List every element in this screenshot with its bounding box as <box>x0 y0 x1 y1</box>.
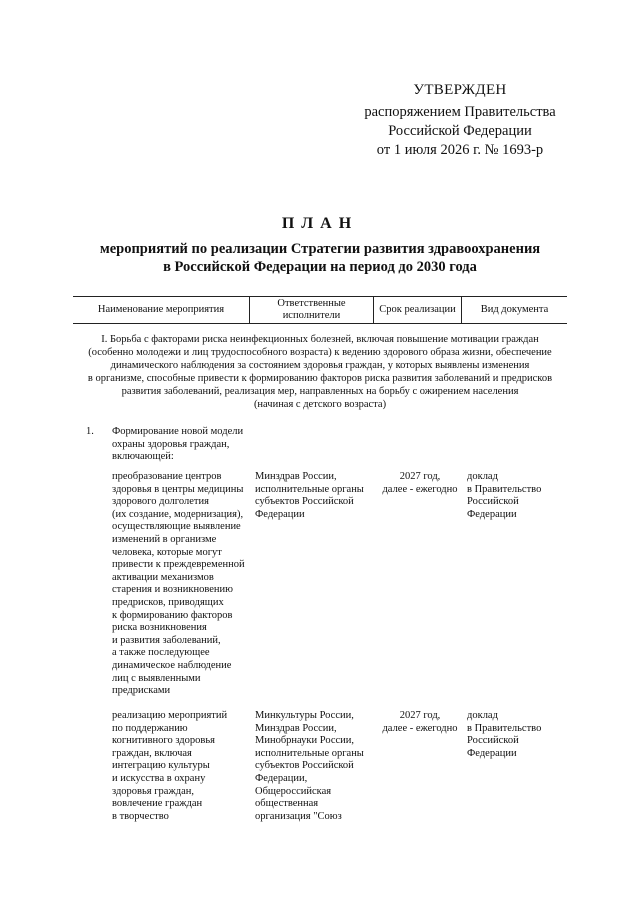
approval-line: от 1 июля 2026 г. № 1693-р <box>376 142 544 158</box>
section-line: в организме, способные привести к формированию факторов риска развития заболеваний и предрисков <box>87 373 553 384</box>
header-executors-line: исполнители <box>282 310 341 321</box>
row-executor-line: Федерации, <box>255 772 308 784</box>
row-term <box>376 710 464 735</box>
row-doc-line: Федерации <box>467 508 517 520</box>
row-executor-line: Федерации <box>255 508 305 520</box>
row-name-line: реализацию мероприятий <box>112 710 228 721</box>
row-doc-line: в Правительство <box>467 483 542 495</box>
row-name-line: человека, которые могут <box>112 546 222 558</box>
row-executor-line: исполнительные органы <box>255 747 364 759</box>
row-name-line: и искусства в охрану <box>112 772 206 784</box>
row-doc-line: Российской <box>467 496 519 508</box>
item-title-line: включающей: <box>112 451 174 463</box>
row-name-line: активации механизмов <box>112 571 214 583</box>
row-executor-line: субъектов Российской <box>255 496 354 508</box>
row-name-line: осуществляющие выявление <box>112 521 241 533</box>
header-name: Наименование мероприятия <box>97 304 225 315</box>
row-name-line: предрисками <box>112 685 171 697</box>
row-name-line: (их создание, модернизация), <box>112 508 244 520</box>
section-line: динамического наблюдения за состоянием здоровья граждан, у которых выявлены изменения <box>110 360 530 371</box>
row-name-line: к формированию факторов <box>112 609 233 621</box>
section-line: (особенно молодежи и лиц трудоспособного возраста) к ведению здорового образа жизни, обеспечение <box>88 347 552 358</box>
row-term-line: 2027 год, <box>399 710 441 721</box>
row-doc-line: в Правительство <box>467 722 542 734</box>
item-title <box>112 426 243 464</box>
row-executors <box>255 710 364 823</box>
item-title-line: охраны здоровья граждан, <box>112 438 230 450</box>
row-name-line: динамическое наблюдение <box>112 659 232 671</box>
approval-block <box>340 82 580 160</box>
row-executor-line: исполнительные органы <box>255 483 364 495</box>
row-name-line: граждан, включая <box>112 747 192 759</box>
section-heading <box>75 333 565 411</box>
row-name-line: интеграцию культуры <box>112 760 210 772</box>
row-executor-line: Минздрав России, <box>255 471 337 482</box>
row-term-line: 2027 год, <box>399 471 441 482</box>
row-name-line: здоровья в центры медицины <box>112 483 244 495</box>
row-name <box>112 710 227 823</box>
row-executors <box>255 471 364 521</box>
approval-line: распоряжением Правительства <box>364 104 556 120</box>
row-name-line: преобразование центров <box>112 471 222 482</box>
row-name <box>112 471 245 698</box>
header-doc: Вид документа <box>480 304 549 315</box>
row-doc <box>467 710 541 760</box>
row-name-line: а также последующее <box>112 647 210 659</box>
row-term-line: далее - ежегодно <box>382 722 458 734</box>
approval-line: Российской Федерации <box>388 123 532 139</box>
row-name-line: и развития заболеваний, <box>112 634 221 646</box>
row-name-line: по поддержанию <box>112 722 188 734</box>
row-term <box>376 471 464 496</box>
row-term-line: далее - ежегодно <box>382 483 458 495</box>
row-doc-line: Федерации <box>467 747 517 759</box>
row-doc-line: доклад <box>467 710 498 721</box>
row-name-line: здорового долголетия <box>112 496 209 508</box>
table-header <box>73 296 567 324</box>
row-name-line: когнитивного здоровья <box>112 735 215 747</box>
row-name-line: вовлечение граждан <box>112 798 203 810</box>
row-executor-line: Минобрнауки России, <box>255 735 355 747</box>
section-line: (начиная с детского возраста) <box>253 399 387 410</box>
row-executor-line: Минкультуры России, <box>255 710 354 721</box>
row-doc-line: доклад <box>467 471 498 482</box>
header-term: Срок реализации <box>379 304 456 315</box>
header-executors <box>250 297 373 323</box>
row-executor-line: Общероссийская <box>255 785 332 797</box>
row-doc <box>467 471 541 521</box>
row-name-line: здоровья граждан, <box>112 785 194 797</box>
row-name-line: лиц с выявленными <box>112 672 201 684</box>
row-executor-line: Минздрав России, <box>255 722 337 734</box>
section-line: развития заболеваний, реализация мер, направленных на борьбу с ожирением населения <box>121 386 519 397</box>
row-name-line: риска возникновения <box>112 622 207 634</box>
row-name-line: предрисков, приводящих <box>112 596 224 608</box>
row-name-line: в творчество <box>112 810 169 822</box>
section-line: I. Борьба с факторами риска неинфекционных болезней, включая повышение мотивации граждан <box>101 334 539 345</box>
row-executor-line: субъектов Российской <box>255 760 354 772</box>
plan-subtitle-line: в Российской Федерации на период до 2030 года <box>163 259 477 275</box>
item-title-line: Формирование новой модели <box>112 426 244 437</box>
row-doc-line: Российской <box>467 735 519 747</box>
row-name-line: привести к преждевременной <box>112 559 245 571</box>
row-executor-line: общественная <box>255 798 319 810</box>
plan-subtitle-line: мероприятий по реализации Стратегии развития здравоохранения <box>99 241 541 257</box>
row-name-line: старения и возникновению <box>112 584 234 596</box>
plan-subtitle <box>60 240 580 276</box>
row-executor-line: организация "Союз <box>255 810 342 822</box>
row-name-line: изменений в организме <box>112 533 217 545</box>
approval-title: УТВЕРЖДЕН <box>413 82 507 98</box>
item-number: 1. <box>86 426 94 437</box>
header-executors-line: Ответственные <box>277 298 346 309</box>
plan-title: ПЛАН <box>281 215 359 232</box>
